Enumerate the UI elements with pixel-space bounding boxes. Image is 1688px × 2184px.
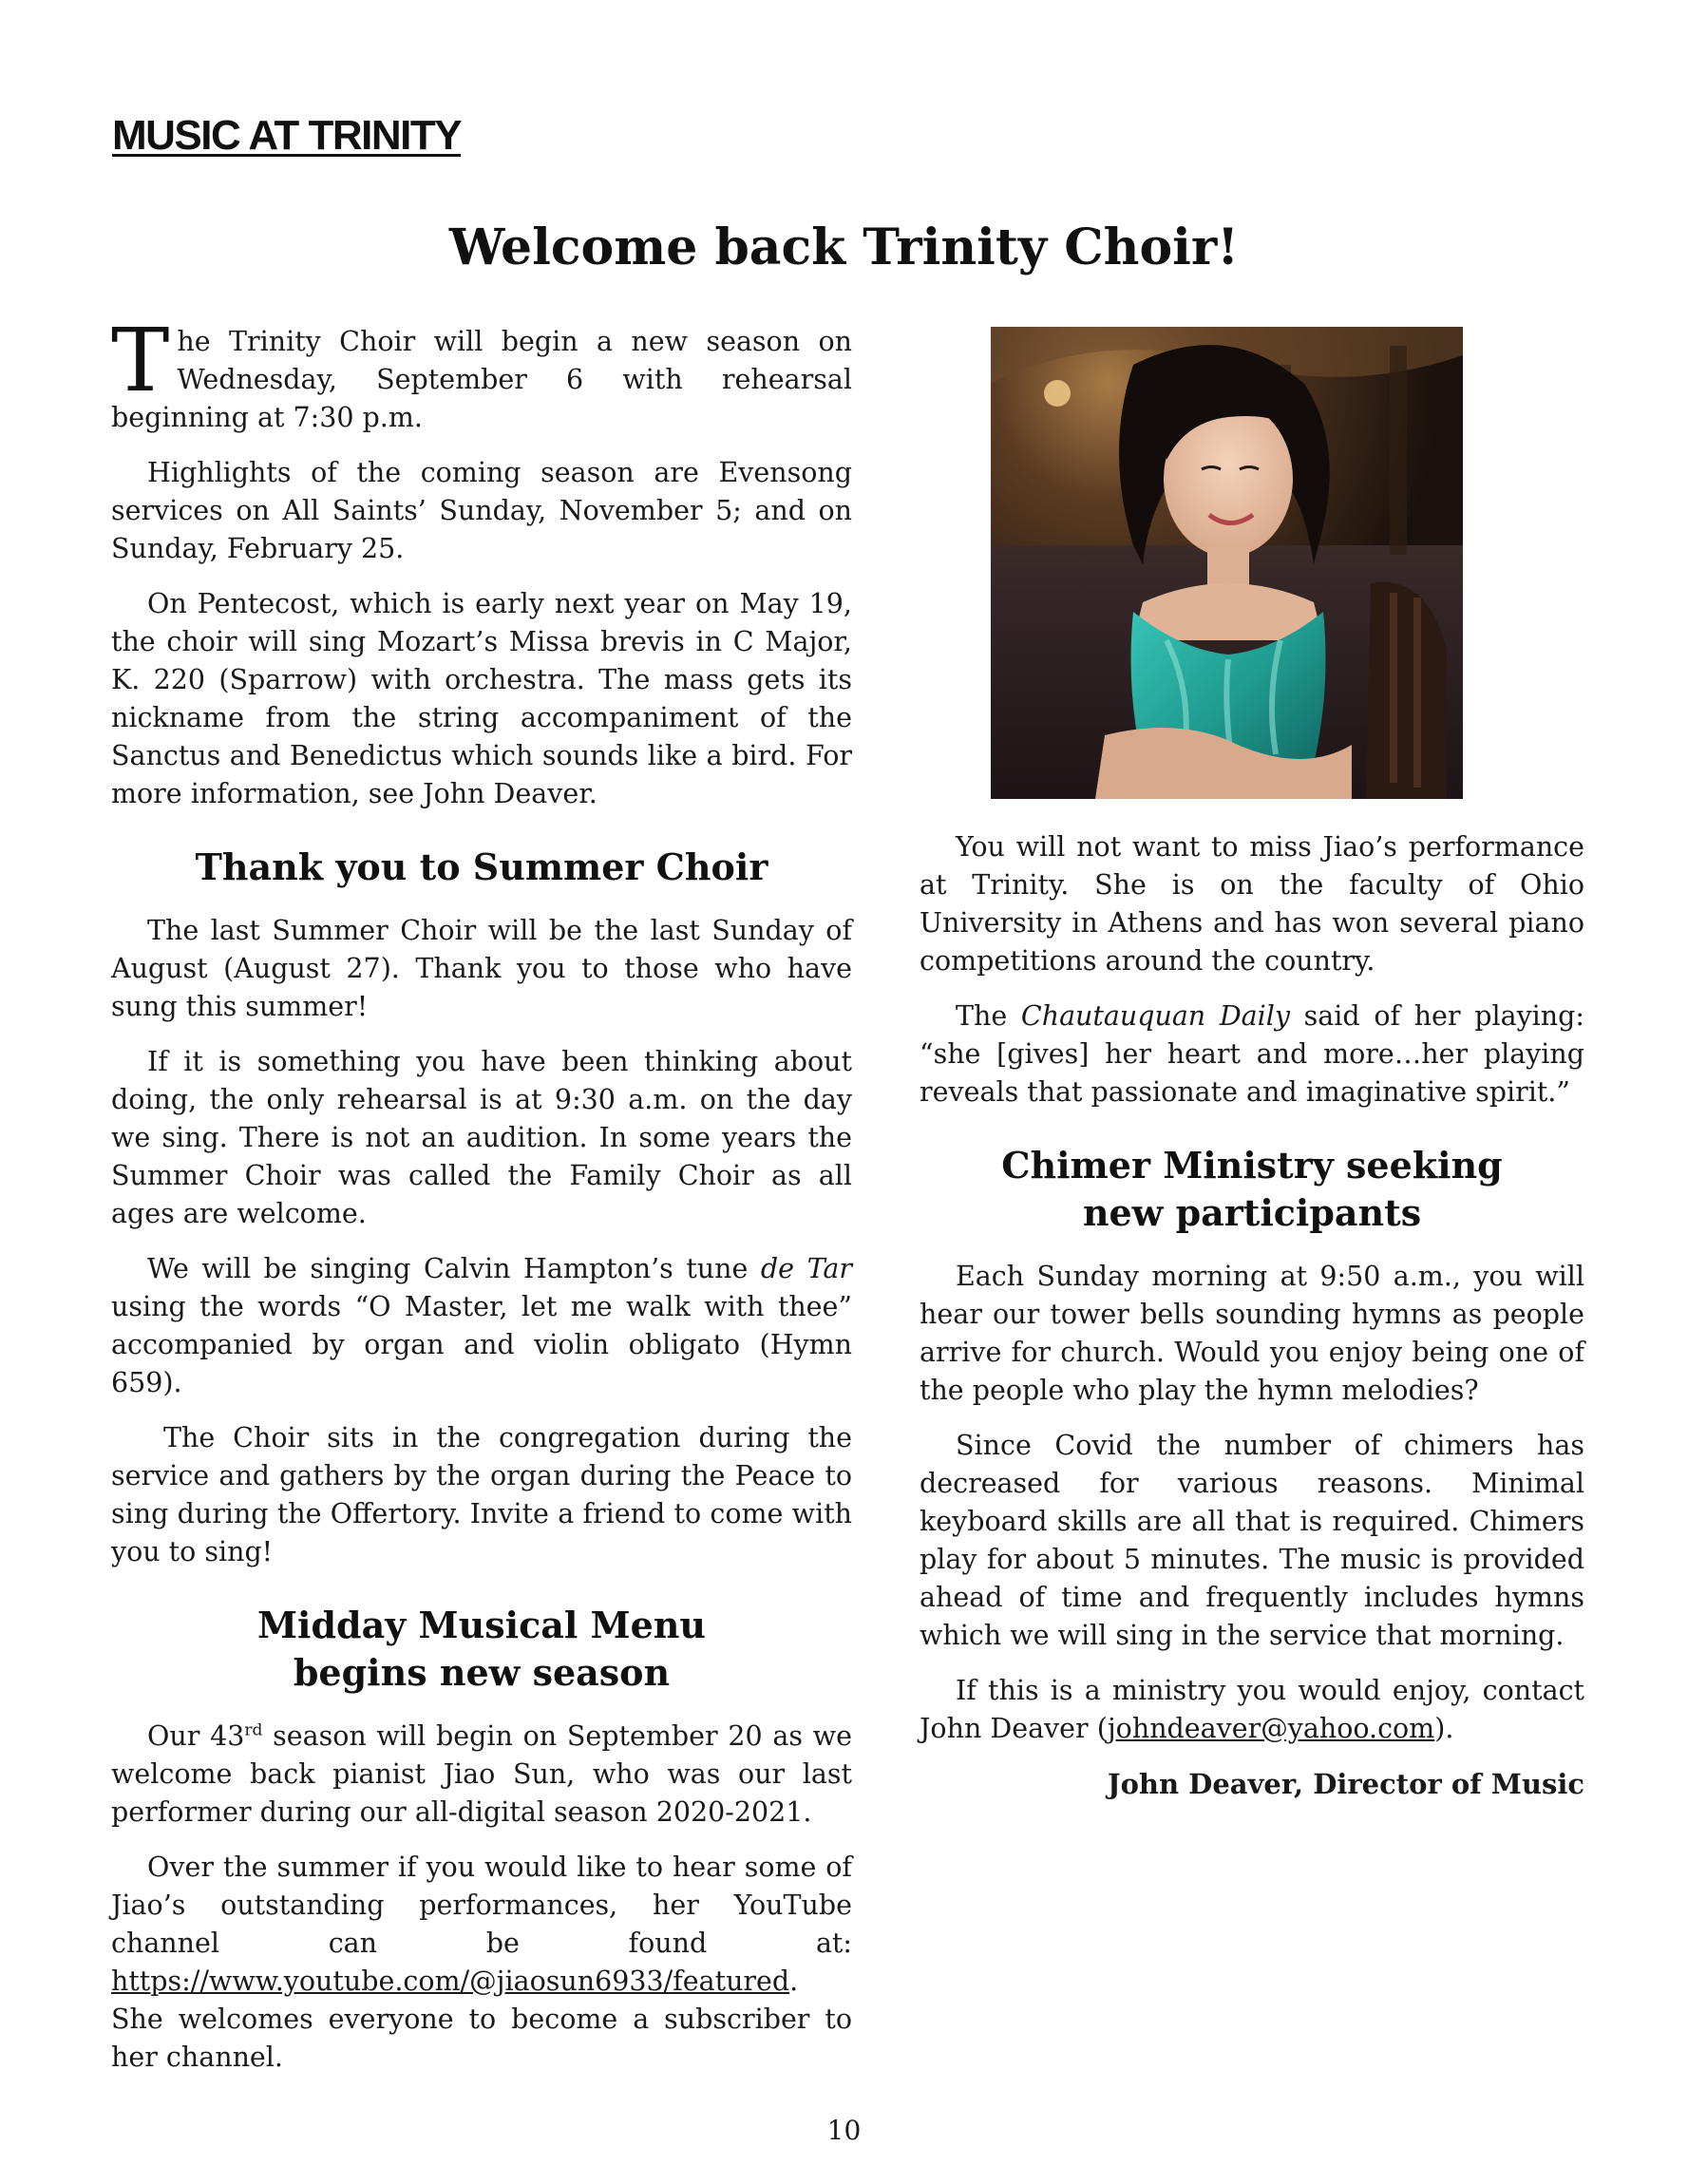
summer-choir-heading-text: Thank you to Summer Choir: [195, 845, 768, 888]
youtube-channel-link[interactable]: https://www.youtube.com/@jiaosun6933/featured: [111, 1966, 790, 1997]
publication-name: Chautauquan Daily: [1020, 1000, 1291, 1032]
section-label: MUSIC AT TRINITY: [112, 112, 462, 159]
chimer-ministry-heading: [920, 1142, 1584, 1237]
summer-choir-paragraph-3: [111, 1250, 852, 1402]
chimer-heading-line-1: Chimer Ministry seeking: [1001, 1144, 1503, 1187]
summer-choir-paragraph-4: The Choir sits in the congregation during the service and gathers by the organ during the Peace to sing during the Offertory. Invite a friend to come with you to sing!: [111, 1422, 852, 1567]
intro-paragraph-3: On Pentecost, which is early next year on May 19, the choir will sing Mozart’s Missa brevis in C Major, K. 220 (Sparrow) with orchestra. The mass gets its nickname from the string accompaniment of the Sanctus and Benedictus which sounds like a bird. For more information, see John Deaver.: [111, 588, 852, 809]
contact-email-link[interactable]: johndeaver@yahoo.com: [1107, 1713, 1435, 1744]
page-title: Welcome back Trinity Choir!: [448, 218, 1240, 276]
performance-paragraph-2-after: said of her playing: “she [gives] her heart and more…her playing reveals that passionate and imaginative spirit.”: [920, 1000, 1584, 1108]
performance-paragraph-2: [920, 997, 1584, 1111]
pianist-photo: [991, 327, 1463, 799]
right-column: [920, 828, 1584, 1803]
intro-paragraph-1-text: he Trinity Choir will begin a new season on Wednesday, September 6 with rehearsal beginning at 7:30 p.m.: [111, 326, 852, 433]
author-signature: John Deaver, Director of Music: [1107, 1768, 1584, 1800]
chimer-heading-line-2: new participants: [1082, 1191, 1422, 1234]
intro-paragraph-2: Highlights of the coming season are Evensong services on All Saints’ Sunday, November 5; and on Sunday, February 25.: [111, 457, 852, 564]
midday-menu-heading-line-2: begins new season: [293, 1651, 671, 1694]
midday-menu-heading-line-1: Midday Musical Menu: [256, 1604, 706, 1646]
performance-paragraph-2-before: The: [956, 1000, 1021, 1032]
intro-paragraph-1: [111, 310, 852, 437]
midday-menu-paragraph-2-before: Over the summer if you would like to hear some of Jiao’s outstanding performances, her YouTube channel can be found at:: [111, 1852, 852, 1959]
midday-menu-paragraph-1-before: Our 43: [147, 1720, 245, 1752]
midday-menu-paragraph-1-after: season will begin on September 20 as we welcome back pianist Jiao Sun, who was our last performer during our all-digital season 2020-2021.: [111, 1720, 853, 1828]
summer-choir-paragraph-3-after: using the words “O Master, let me walk with thee” accompanied by organ and violin obligato (Hymn 659).: [111, 1291, 852, 1398]
midday-menu-paragraph-2: [111, 1849, 852, 2077]
summer-choir-paragraph-2: If it is something you have been thinking about doing, the only rehearsal is at 9:30 a.m. on the day we sing. There is not an audition. In some years the Summer Choir was called the Family Choir as all ages are welcome.: [111, 1046, 852, 1229]
chimer-paragraph-3-before: If this is a ministry you would enjoy, contact John Deaver (: [920, 1675, 1584, 1744]
drop-cap: T: [111, 310, 170, 411]
summer-choir-paragraph-3-before: We will be singing Calvin Hampton’s tune: [147, 1253, 761, 1284]
performance-paragraph-1: You will not want to miss Jiao’s performance at Trinity. She is on the faculty of Ohio University in Athens and has won several piano competitions around the country.: [920, 831, 1584, 977]
chimer-paragraph-3-after: ).: [1434, 1713, 1454, 1744]
midday-menu-paragraph-1: [111, 1718, 852, 1832]
chimer-paragraph-3: [920, 1672, 1584, 1748]
hymn-tune-name: de Tar: [760, 1253, 852, 1284]
summer-choir-heading: [111, 844, 852, 891]
pianist-portrait-illustration: [991, 327, 1463, 799]
chimer-paragraph-2: Since Covid the number of chimers has decreased for various reasons. Minimal keyboard skills are all that is required. Chimers play for about 5 minutes. The music is provided ahead of time and frequently includes hymns which we will sing in the service that morning.: [920, 1430, 1584, 1651]
ordinal-suffix: rd: [244, 1720, 263, 1740]
page-number: 10: [826, 2115, 862, 2146]
left-column: [111, 310, 853, 2094]
chimer-paragraph-1: Each Sunday morning at 9:50 a.m., you will hear our tower bells sounding hymns as people arrive for church. Would you enjoy being one of the people who play the hymn melodies?: [920, 1261, 1584, 1406]
summer-choir-paragraph-1: The last Summer Choir will be the last Sunday of August (August 27). Thank you to those who have sung this summer!: [111, 915, 852, 1022]
midday-menu-heading: [111, 1602, 852, 1697]
midday-menu-paragraph-2-after: . She welcomes everyone to become a subscriber to her channel.: [111, 1966, 852, 2073]
